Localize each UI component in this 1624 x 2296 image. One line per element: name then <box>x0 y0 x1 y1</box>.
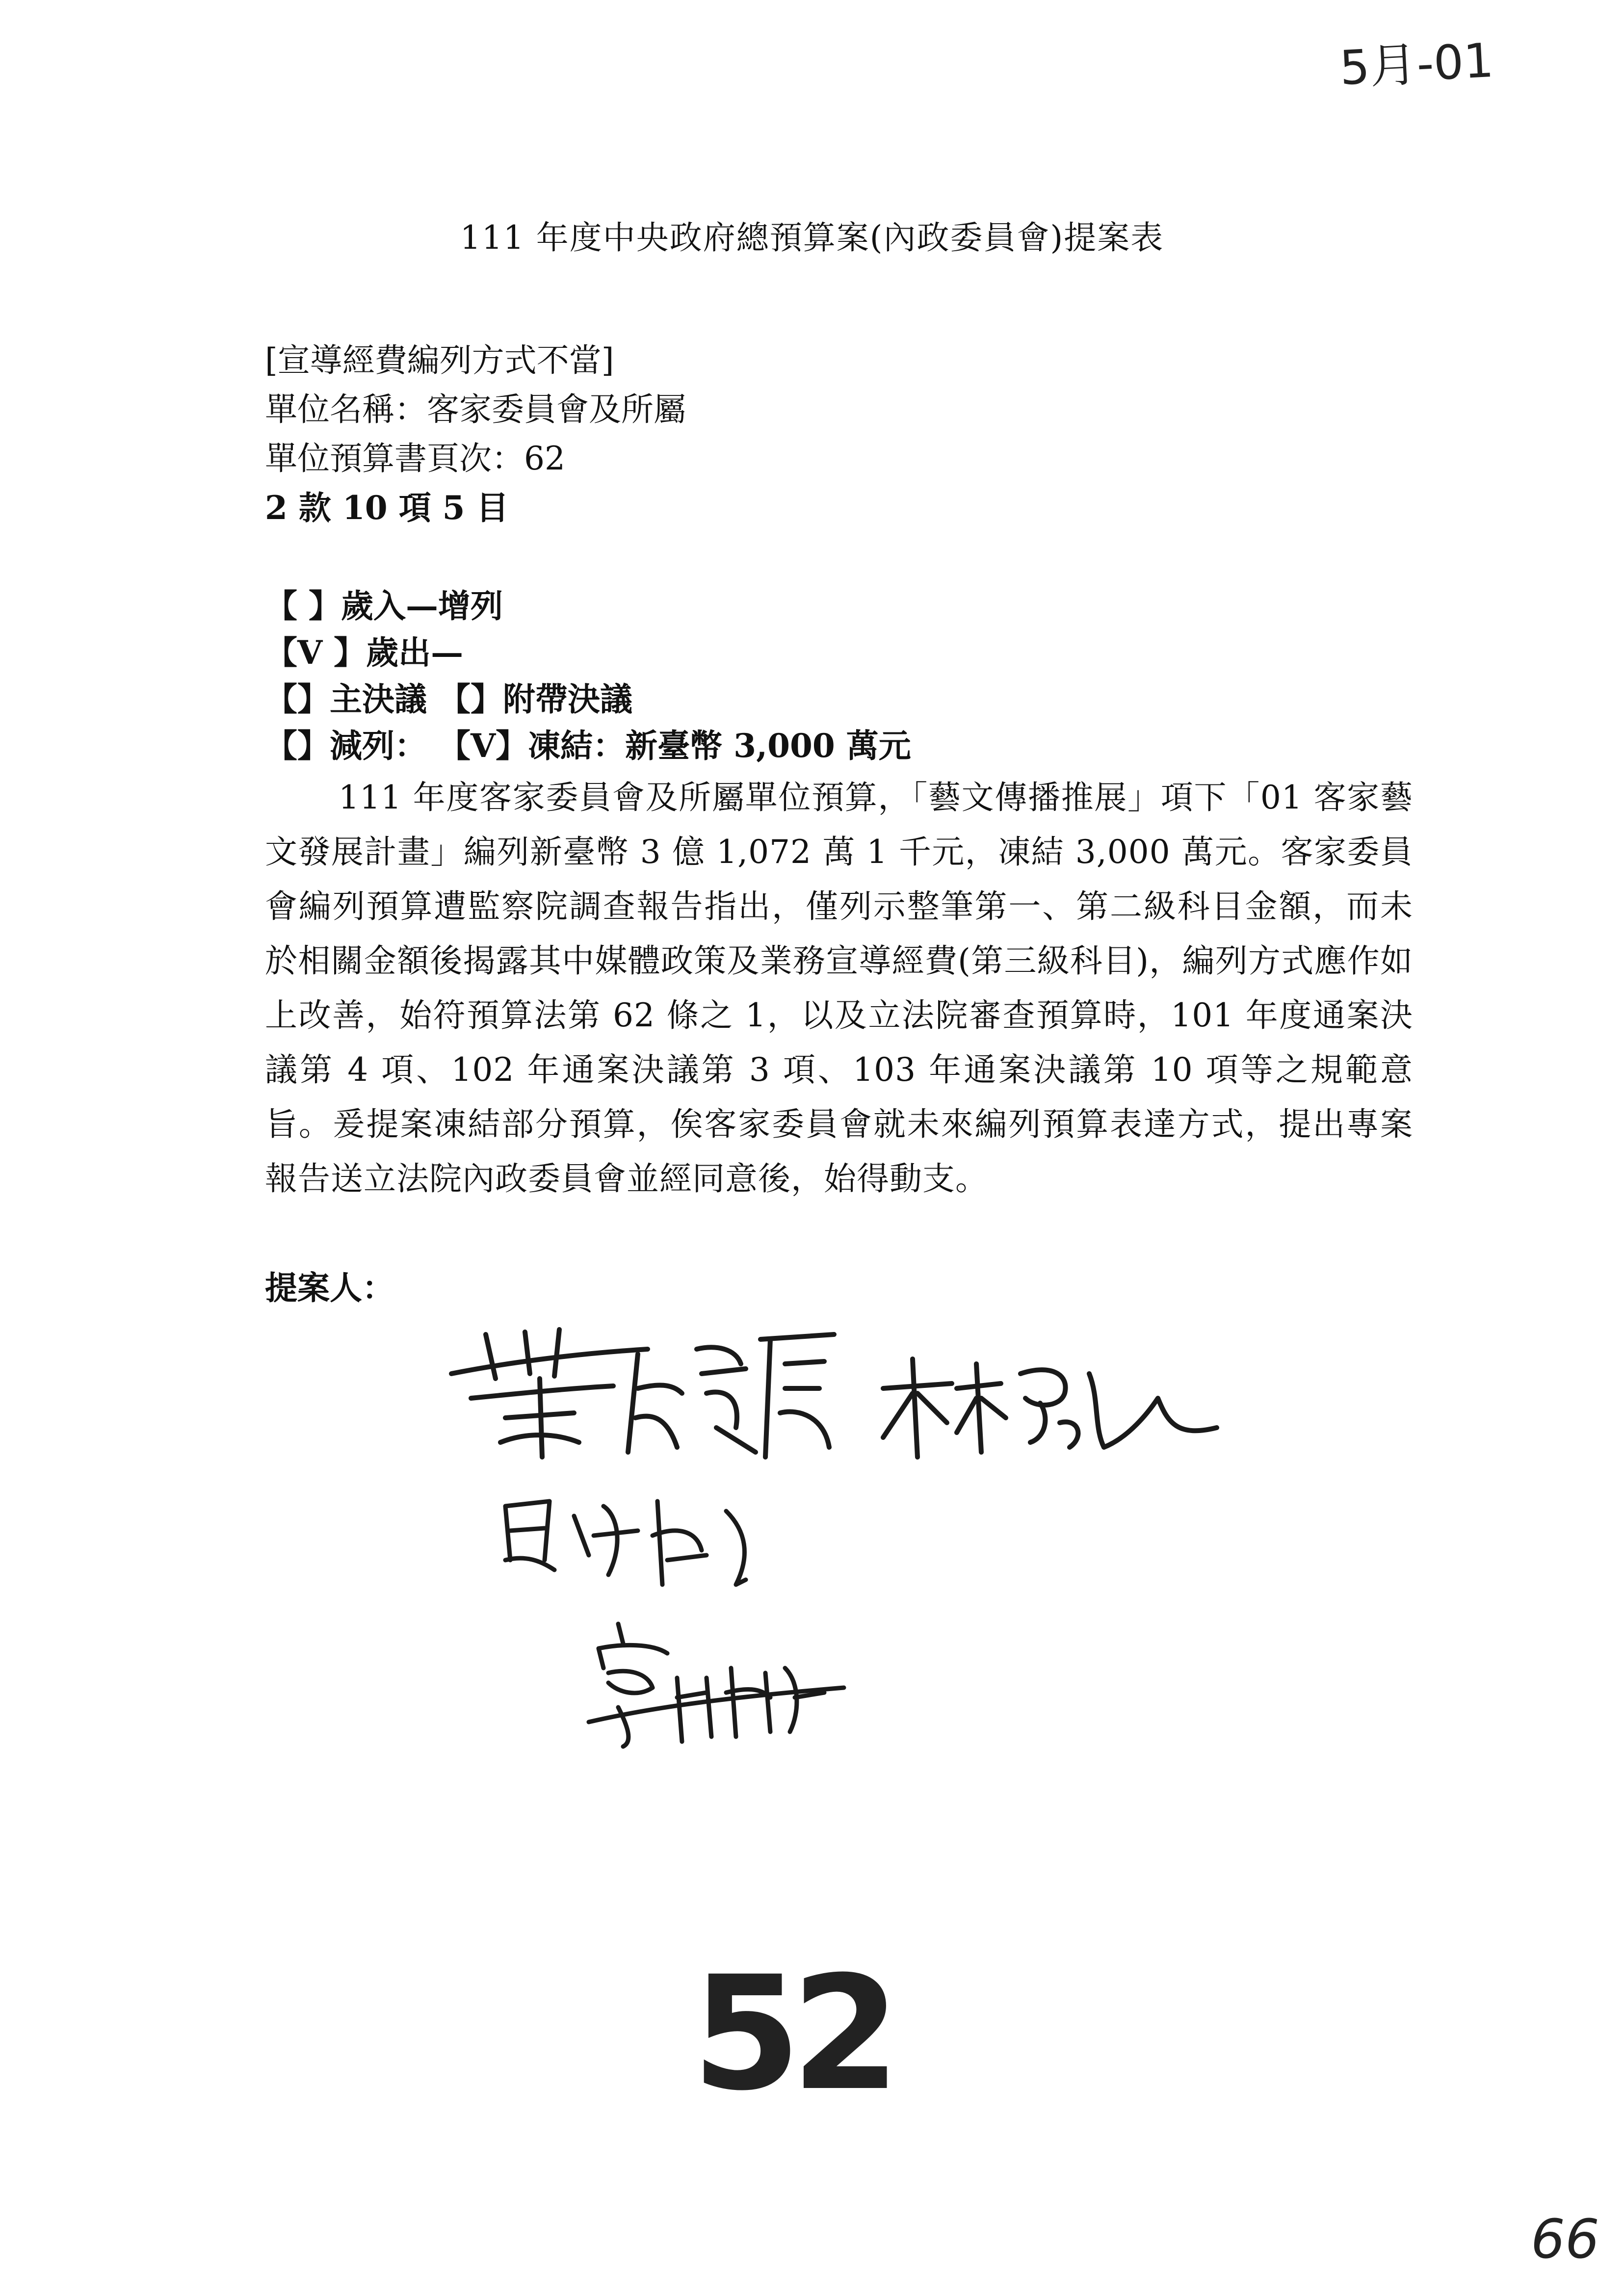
signature-1 <box>442 1320 844 1467</box>
subject-line: [宣導經費編列方式不當] <box>265 341 614 379</box>
option-reduce-freeze: 【】減列： 【V】凍結：新臺幣 3,000 萬元 <box>265 727 911 765</box>
handwritten-corner-number: 66 <box>1531 2208 1599 2270</box>
handwritten-page-number: 52 <box>692 1943 891 2125</box>
proposal-body <box>265 770 1413 1206</box>
budget-item-line: 2 款 10 項 5 目 <box>265 489 509 527</box>
proposal-body-text: 111 年度客家委員會及所屬單位預算，「藝文傳播推展」項下「01 客家藝文發展計畫」編列新臺幣 3 億 1,072 萬 1 千元，凍結 3,000 萬元。客家委員會編列預算遭監察院調查報告指出，僅列示整筆第一、第二級科目金額，而未於相關金額後揭露其中媒體政策及業務宣導經費(第三級科目)，編列方式應作如上改善，始符預算法第 62 條之 1，以及立法院審查預算時，101 年度通案決議第 4 項、102 年通案決議第 3 項、103 年通案決議第 10 項等之規範意旨。爰提案凍結部分預算，俟客家委員會就未來編列預算表達方式，提出專案報告送立法院內政委員會並經同意後，始得動支。 <box>265 779 1413 1198</box>
proposer-label: 提案人： <box>265 1269 394 1307</box>
option-resolutions: 【】主決議 【】附帶決議 <box>265 680 632 718</box>
unit-page-line: 單位預算書頁次：62 <box>265 440 565 477</box>
signature-4 <box>579 1614 854 1751</box>
signature-2 <box>873 1354 1227 1462</box>
handwritten-annotation-top: 5月-01 <box>1338 32 1495 96</box>
option-expenditure: 【V 】歲出— <box>265 633 464 672</box>
document-title: 111 年度中央政府總預算案(內政委員會)提案表 <box>460 219 1164 257</box>
unit-name-line: 單位名稱：客家委員會及所屬 <box>265 391 686 428</box>
option-revenue: 【 】歲入—增列 <box>265 587 503 625</box>
signature-3 <box>491 1487 775 1599</box>
